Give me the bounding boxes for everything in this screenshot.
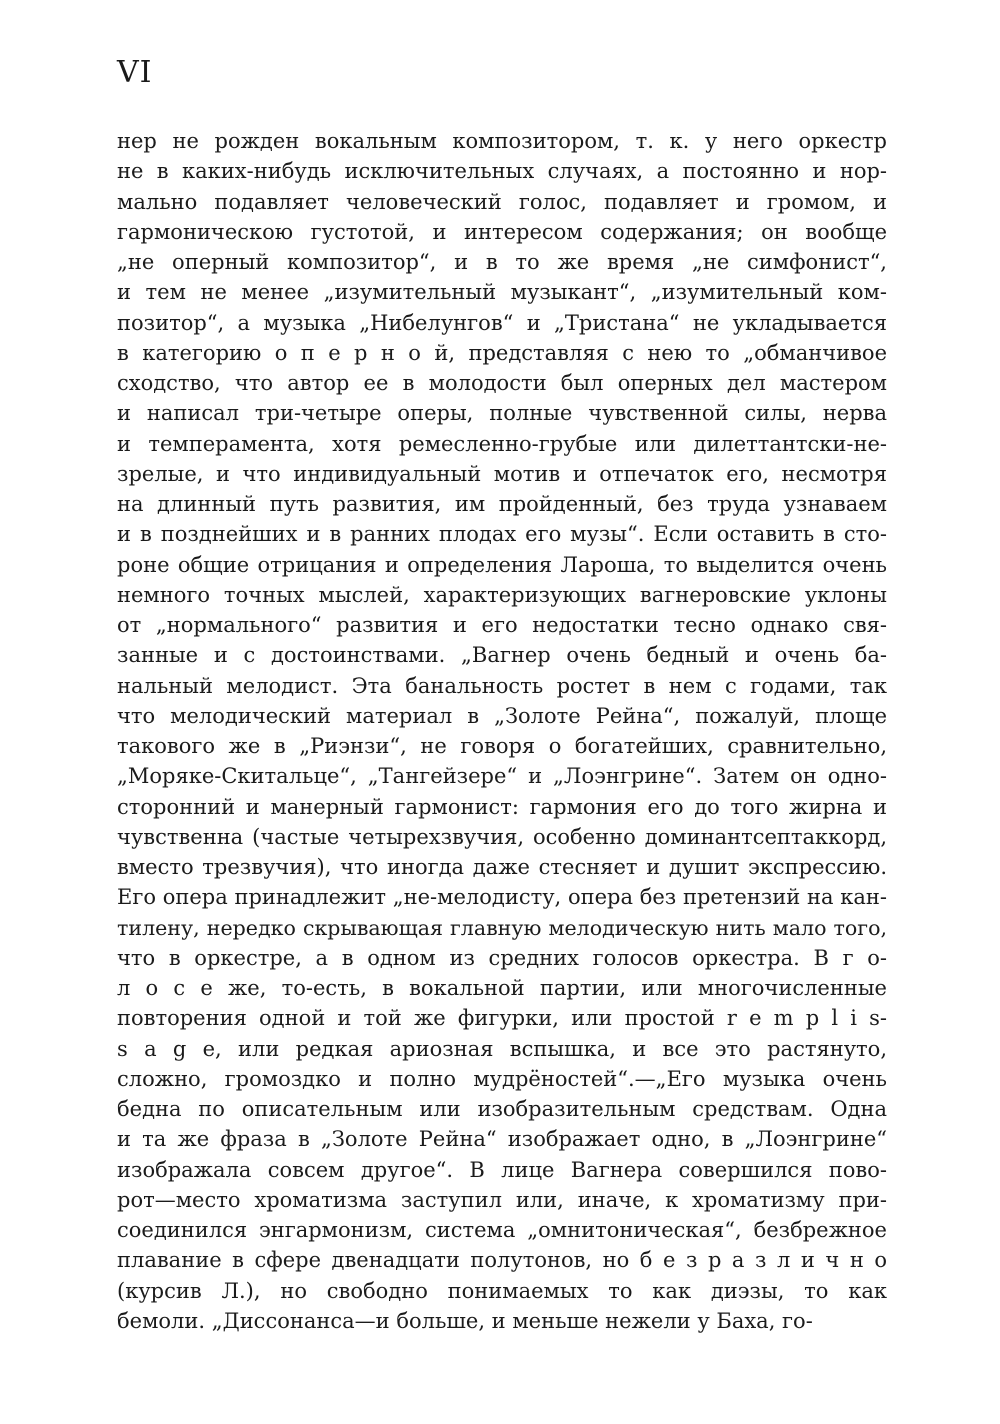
text-line: сходство, что автор ее в молодости был оперных дел мастером bbox=[117, 371, 887, 395]
text-line: сторонний и манерный гармонист: гармония его до того жирна и bbox=[117, 794, 887, 819]
text-line: чувственна (частые четырехзвучия, особенно доминантсептаккорд, bbox=[117, 824, 887, 849]
text-line: не в каких-нибудь исключительных случаях, а постоянно и нор- bbox=[117, 159, 887, 184]
text-line: на длинный путь развития, им пройденный, без труда узнаваем bbox=[117, 492, 887, 516]
text-line: л о с е же, то-есть, в вокальной партии, или многочисленные bbox=[117, 976, 887, 1000]
text-line: нальный мелодист. Эта банальность ростет в нем с годами, так bbox=[117, 673, 887, 698]
text-line: и та же фраза в „Золоте Рейна“ изображает одно, в „Лоэнгрине“ bbox=[117, 1127, 887, 1152]
text-line: и написал три-четыре оперы, полные чувственной силы, нерва bbox=[117, 401, 887, 426]
text-line: тилену, нередко скрывающая главную мелодическую нить мало того, bbox=[117, 915, 887, 940]
text-line: „не оперный композитор“, и в то же время „не симфонист“, bbox=[117, 250, 887, 274]
body-text bbox=[117, 126, 887, 1336]
text-line: немного точных мыслей, характеризующих вагнеровские уклоны bbox=[117, 582, 887, 607]
text-line: что мелодический материал в „Золоте Рейна“, пожалуй, площе bbox=[117, 703, 887, 728]
page-number: VI bbox=[117, 55, 153, 90]
text-line: s a g e, или редкая ариозная вспышка, и все это растянуто, bbox=[117, 1036, 887, 1061]
text-line: мально подавляет человеческий голос, подавляет и громом, и bbox=[117, 189, 887, 214]
text-line: нер не рожден вокальным композитором, т. к. у него оркестр bbox=[117, 129, 887, 153]
text-line: и тем не менее „изумительный музыкант“, „изумительный ком- bbox=[117, 280, 887, 305]
text-line: изображала совсем другое“. В лице Вагнера совершился пово- bbox=[117, 1157, 887, 1182]
text-line: Его опера принадлежит „не-мелодисту, опера без претензий на кан- bbox=[117, 885, 887, 910]
text-line: в категорию о п е р н о й, представляя с нею то „обманчивое bbox=[117, 340, 887, 365]
text-line: занные и с достоинствами. „Вагнер очень бедный и очень ба- bbox=[117, 643, 887, 668]
text-line: соединился энгармонизм, система „омнитоническая“, безбрежное bbox=[117, 1218, 887, 1242]
text-line: повторения одной и той же фигурки, или простой r e m p l i s- bbox=[117, 1006, 887, 1031]
text-line: плавание в сфере двенадцати полутонов, но б е з р а з л и ч н о bbox=[117, 1248, 887, 1273]
text-line: такового же в „Риэнзи“, не говоря о богатейших, сравнительно, bbox=[117, 734, 887, 758]
text-line: позитор“, а музыка „Нибелунгов“ и „Тристана“ не укладывается bbox=[117, 310, 887, 335]
text-line: от „нормального“ развития и его недостатки тесно однако свя- bbox=[117, 613, 887, 637]
text-line: роне общие отрицания и определения Лароша, то выделится очень bbox=[117, 552, 887, 577]
text-line: и темперамента, хотя ремесленно-грубые или дилеттантски-не- bbox=[117, 431, 887, 456]
text-line: что в оркестре, а в одном из средних голосов оркестра. В г о- bbox=[117, 945, 887, 970]
text-line: рот—место хроматизма заступил или, иначе, к хроматизму при- bbox=[117, 1187, 887, 1212]
text-line: „Моряке-Скитальце“, „Тангейзере“ и „Лоэнгрине“. Затем он одно- bbox=[117, 764, 887, 789]
text-line: гармоническою густотой, и интересом содержания; он вообще bbox=[117, 219, 887, 244]
text-line: бедна по описательным или изобразительным средствам. Одна bbox=[117, 1097, 887, 1121]
text-line: зрелые, и что индивидуальный мотив и отпечаток его, несмотря bbox=[117, 461, 887, 486]
text-line: (курсив Л.), но свободно понимаемых то как диэзы, то как bbox=[117, 1278, 887, 1303]
text-line: бемоли. „Диссонанса—и больше, и меньше нежели у Баха, го- bbox=[117, 1308, 813, 1333]
text-line: сложно, громоздко и полно мудрёностей“.—„Его музыка очень bbox=[117, 1066, 887, 1091]
text-line: и в позднейших и в ранних плодах его музы“. Если оставить в сто- bbox=[117, 522, 887, 547]
text-line: вместо трезвучия), что иногда даже стесняет и душит экспрессию. bbox=[117, 855, 887, 879]
